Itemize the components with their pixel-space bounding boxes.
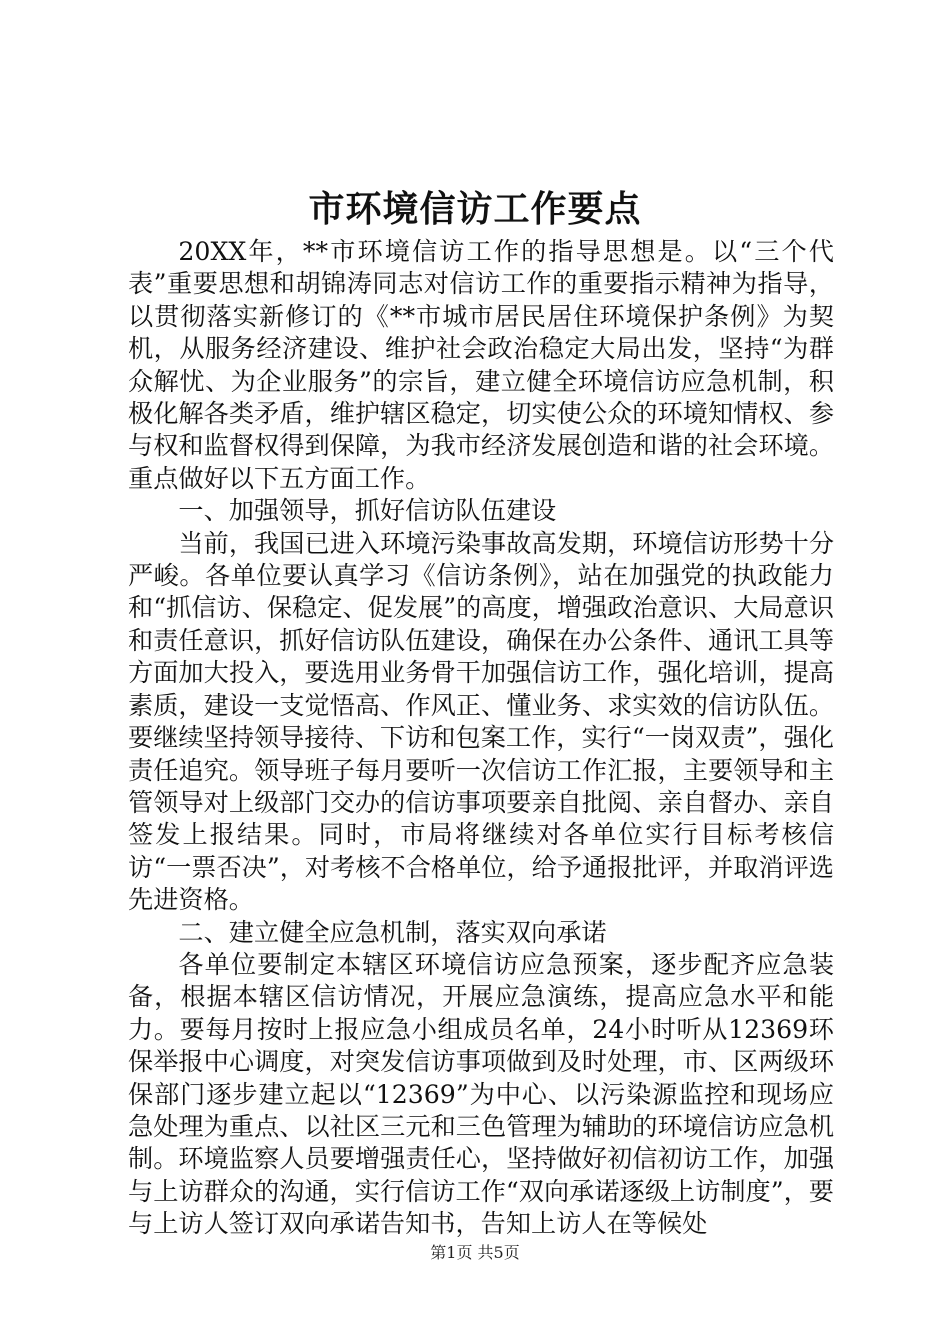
page-number-footer: 第1页 共5页 bbox=[430, 1243, 520, 1262]
paragraph-intro: 20XX年，**市环境信访工作的指导思想是。以“三个代表”重要思想和胡锦涛同志对信访工作的重要指示精神为指导，以贯彻落实新修订的《**市城市居民居住环境保护条例》为契机，从服务经济建设、维护社会政治稳定大局出发，坚持“为群众解忧、为企业服务”的宗旨，建立健全环境信访应急机制，积极化解各类矛盾，维护辖区稳定，切实使公众的环境知情权、参与权和监督权得到保障，为我市经济发展创造和谐的社会环境。重点做好以下五方面工作。 bbox=[128, 237, 834, 493]
document-title: 市环境信访工作要点 bbox=[308, 188, 642, 230]
document-body bbox=[128, 236, 834, 1241]
paragraph-section-1: 当前，我国已进入环境污染事故高发期，环境信访形势十分严峻。各单位要认真学习《信访条例》，站在加强党的执政能力和“抓信访、保稳定、促发展”的高度，增强政治意识、大局意识和责任意识，抓好信访队伍建设，确保在办公条件、通讯工具等方面加大投入，要选用业务骨干加强信访工作，强化培训，提高素质，建设一支觉悟高、作风正、懂业务、求实效的信访队伍。要继续坚持领导接待、下访和包案工作，实行“一岗双责”，强化责任追究。领导班子每月要听一次信访工作汇报，主要领导和主管领导对上级部门交办的信访事项要亲自批阅、亲自督办、亲自签发上报结果。同时，市局将继续对各单位实行目标考核信访“一票否决”，对考核不合格单位，给予通报批评，并取消评选先进资格。 bbox=[128, 528, 834, 915]
paragraph-section-2: 各单位要制定本辖区环境信访应急预案，逐步配齐应急装备，根据本辖区信访情况，开展应急演练，提高应急水平和能力。要每月按时上报应急小组成员名单，24小时听从12369环保举报中心调度，对突发信访事项做到及时处理，市、区两级环保部门逐步建立起以“12369”为中心、以污染源监控和现场应急处理为重点、以社区三元和三色管理为辅助的环境信访应急机制。环境监察人员要增强责任心，坚持做好初信初访工作，加强与上访群众的沟通，实行信访工作“双向承诺逐级上访制度”，要与上访人签订双向承诺告知书，告知上访人在等候处 bbox=[128, 949, 834, 1239]
section-heading-2: 二、建立健全应急机制，落实双向承诺 bbox=[178, 917, 607, 947]
section-heading-1: 一、加强领导，抓好信访队伍建设 bbox=[178, 496, 557, 526]
